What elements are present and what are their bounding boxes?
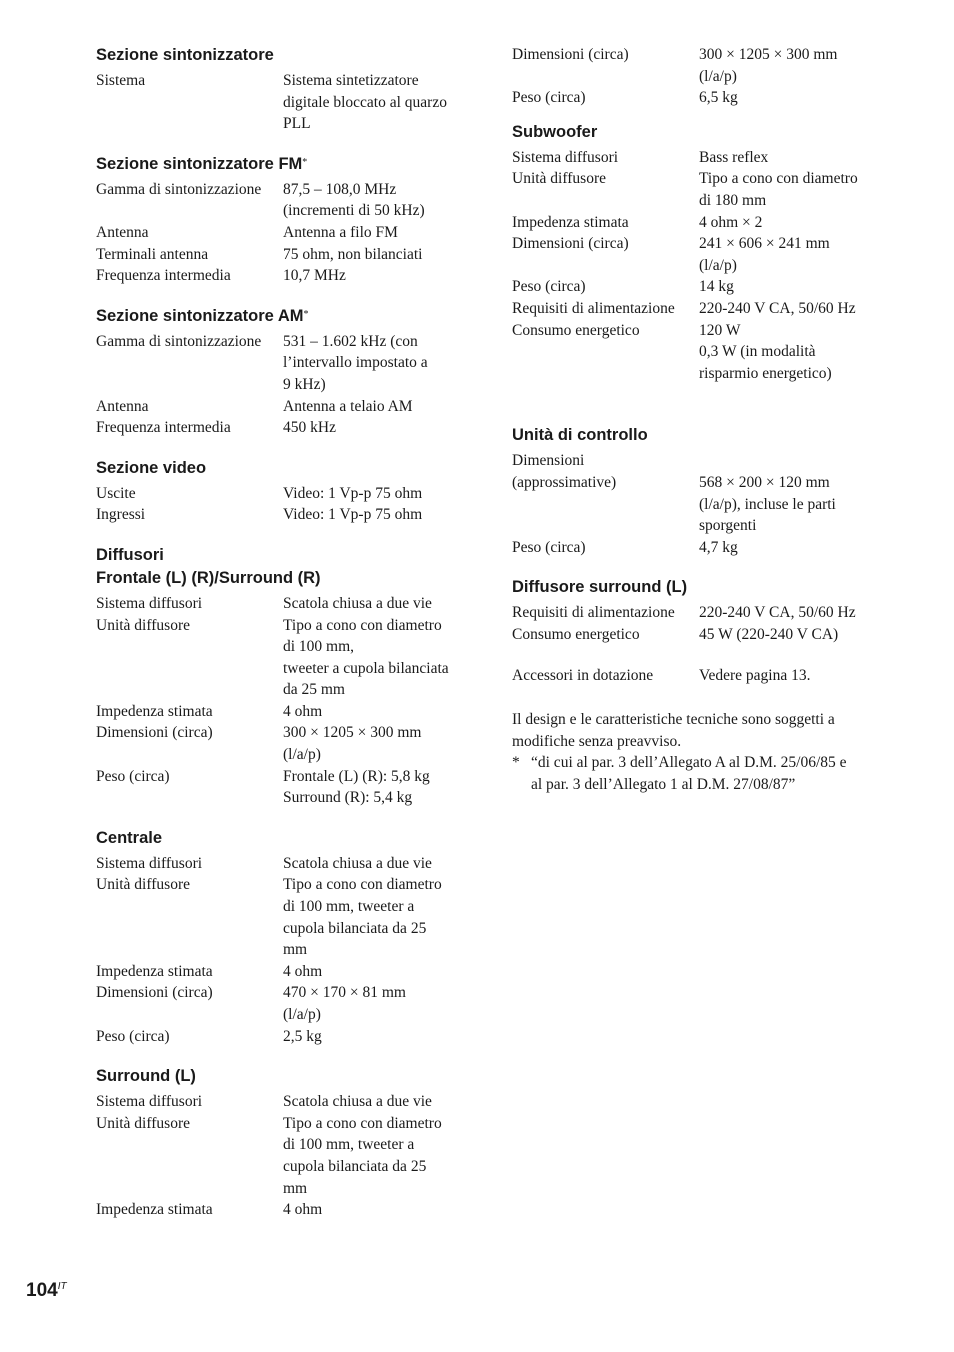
spec-value [283, 1113, 476, 1199]
spec-row [96, 1091, 476, 1113]
spec-label: Uscite [96, 484, 136, 502]
spec-value-line: (l/a/p) [699, 67, 737, 85]
spec-value [283, 265, 476, 287]
spec-label: Sistema diffusori [512, 148, 619, 166]
spec-value-line: 4,7 kg [699, 538, 738, 556]
spec-rows [96, 70, 476, 135]
spec-value-line: Video: 1 Vp-p 75 ohm [283, 484, 423, 502]
spec-value-line: Surround (R): 5,4 kg [283, 789, 413, 807]
spec-value [699, 276, 892, 298]
spec-rows [512, 450, 892, 558]
spec-row [96, 504, 476, 526]
spec-value [283, 396, 476, 418]
spec-value-line: di 100 mm, [283, 638, 355, 656]
spec-row [512, 147, 892, 169]
spec-value-line: (l/a/p) [699, 256, 737, 274]
spec-value-line: 300 × 1205 × 300 mm [699, 46, 838, 63]
spec-value-line: 75 ohm, non bilanciati [283, 245, 423, 263]
section-title [512, 576, 892, 599]
spec-row [96, 982, 476, 1025]
spec-row [512, 450, 892, 472]
section-title-text: Centrale [96, 828, 163, 847]
spec-row [96, 766, 476, 809]
spec-value-line: Frontale (L) (R): 5,8 kg [283, 767, 430, 785]
spec-row [512, 298, 892, 320]
spec-value-line: Scatola chiusa a due vie [283, 1093, 432, 1111]
spec-value-line: digitale bloccato al quarzo [283, 93, 447, 111]
footnote-mark: * [512, 754, 520, 772]
spec-section [96, 44, 476, 135]
spec-value-line: di 100 mm, tweeter a [283, 898, 415, 916]
section-title [512, 121, 892, 144]
spec-row [96, 483, 476, 505]
spec-label: Gamma di sintonizzazione [96, 332, 262, 350]
spec-value [699, 168, 892, 211]
spec-value-line: 568 × 200 × 120 mm [699, 473, 830, 491]
section-title [96, 153, 476, 176]
spec-value [699, 44, 892, 87]
section-title-text: Subwoofer [512, 122, 598, 141]
spec-value-line: 4 ohm × 2 [699, 213, 763, 231]
spec-value [699, 472, 892, 537]
spec-value [283, 853, 476, 875]
spec-label: Unità diffusore [96, 616, 190, 634]
spec-value [283, 222, 476, 244]
spec-value-line: l’intervallo impostato a [283, 354, 428, 372]
spec-row [512, 233, 892, 276]
section-title [96, 457, 476, 480]
spec-value-line: (l/a/p) [283, 1006, 321, 1023]
spec-row [96, 1113, 476, 1199]
spec-value [283, 722, 476, 765]
spec-value [283, 701, 476, 723]
disclaimer-line: modifiche senza preavviso. [512, 732, 682, 750]
spec-label: Ingressi [96, 506, 146, 524]
spec-value-line: di 180 mm [699, 191, 767, 209]
section-title-text: Surround (L) [96, 1067, 196, 1086]
spec-value-line: 220-240 V CA, 50/60 Hz [699, 604, 856, 622]
spec-value-line: 2,5 kg [283, 1027, 322, 1045]
section-title [96, 44, 476, 67]
spec-value-line: 220-240 V CA, 50/60 Hz [699, 299, 856, 317]
spec-row [512, 212, 892, 234]
spec-value-line: Tipo a cono con diametro [283, 876, 442, 894]
spec-row [96, 1026, 476, 1048]
spec-row [96, 961, 476, 983]
spec-value-line: 450 kHz [283, 419, 336, 437]
section-title-text: Unità di controllo [512, 426, 648, 445]
spec-value-line: di 100 mm, tweeter a [283, 1136, 415, 1154]
spec-label: Frequenza intermedia [96, 419, 231, 437]
section-subtitle: Frontale (L) (R)/Surround (R) [96, 568, 321, 587]
spec-label: Dimensioni (circa) [512, 235, 629, 253]
spec-rows [512, 44, 892, 109]
spec-value-line: 14 kg [699, 278, 734, 296]
spec-value [283, 417, 476, 439]
spec-label: Peso (circa) [512, 538, 586, 556]
spec-label: Sistema diffusori [96, 1093, 203, 1111]
spec-row [512, 44, 892, 87]
spec-value-line: Bass reflex [699, 148, 769, 166]
spec-label: Impedenza stimata [96, 962, 213, 980]
spec-value-line: 4 ohm [283, 1201, 323, 1219]
spec-label: Accessori in dotazione [512, 667, 654, 685]
spec-value-line: 300 × 1205 × 300 mm [283, 724, 422, 742]
spec-value-line: sporgenti [699, 517, 757, 535]
spec-value [283, 504, 476, 526]
spec-value-line: mm [283, 941, 308, 959]
spec-label: Impedenza stimata [96, 1201, 213, 1219]
spec-value [699, 624, 892, 646]
spec-label: Dimensioni (circa) [96, 984, 213, 1002]
spec-row [512, 665, 892, 687]
spec-row [96, 874, 476, 960]
spec-value [699, 298, 892, 320]
section-title [96, 827, 476, 850]
spec-row [96, 396, 476, 418]
spec-row [512, 537, 892, 559]
spec-label: Antenna [96, 397, 149, 415]
spec-section [96, 1065, 476, 1221]
spec-value-line: 4 ohm [283, 702, 323, 720]
spec-row [96, 331, 476, 396]
right-column [512, 44, 892, 795]
spec-label: Unità diffusore [96, 1114, 190, 1132]
spec-label: Impedenza stimata [96, 702, 213, 720]
spec-value-line: Scatola chiusa a due vie [283, 854, 432, 872]
spec-rows [512, 147, 892, 385]
front-speaker-continued [512, 44, 892, 109]
spec-label: Dimensioni [512, 452, 585, 470]
spec-row [96, 417, 476, 439]
spec-label: Unità diffusore [512, 170, 606, 188]
spec-section [512, 576, 892, 645]
spec-label: Peso (circa) [96, 767, 170, 785]
spec-value [699, 320, 892, 385]
spec-label: Consumo energetico [512, 625, 640, 643]
spec-label: Dimensioni (circa) [512, 46, 629, 63]
section-title-text: Sezione sintonizzatore [96, 46, 274, 64]
spec-value [283, 982, 476, 1025]
spec-row [96, 701, 476, 723]
spec-value-line: cupola bilanciata da 25 [283, 919, 427, 937]
spec-label: Frequenza intermedia [96, 267, 231, 285]
spec-value [283, 331, 476, 396]
spec-row [96, 615, 476, 701]
spec-value-line: 531 – 1.602 kHz (con [283, 332, 418, 350]
spec-value [699, 233, 892, 276]
page-language: IT [57, 1281, 67, 1292]
spec-value [283, 179, 476, 222]
spec-section [512, 424, 892, 558]
spec-value-line: da 25 mm [283, 681, 345, 699]
section-title-text: Sezione sintonizzatore AM [96, 306, 304, 325]
left-column [96, 44, 476, 1239]
spec-value [283, 1026, 476, 1048]
spec-rows [512, 602, 892, 645]
spec-value-line: (l/a/p) [283, 746, 321, 764]
section-title-text: Sezione video [96, 458, 207, 477]
spec-row [96, 244, 476, 266]
spec-row [96, 1199, 476, 1221]
spec-row [512, 276, 892, 298]
spec-value-line: 4 ohm [283, 962, 323, 980]
spec-row [512, 472, 892, 537]
spec-value-line: 241 × 606 × 241 mm [699, 235, 830, 253]
page-number [26, 1280, 67, 1302]
spec-row [96, 593, 476, 615]
spec-value [283, 1091, 476, 1113]
spec-row [96, 722, 476, 765]
spec-value [283, 874, 476, 960]
spec-value-line: 470 × 170 × 81 mm [283, 984, 406, 1002]
spec-value-line: Tipo a cono con diametro [283, 616, 442, 634]
spec-rows [96, 1091, 476, 1221]
spec-value-line: (l/a/p), incluse le parti [699, 495, 836, 513]
spec-label: Requisiti di alimentazione [512, 604, 675, 622]
spec-value [283, 70, 476, 135]
section-title [96, 305, 476, 328]
footnote-ref: * [303, 308, 309, 320]
spec-value [283, 615, 476, 701]
spec-value-line: 0,3 W (in modalità [699, 343, 816, 361]
spec-rows [96, 179, 476, 287]
spec-value-line: cupola bilanciata da 25 [283, 1157, 427, 1175]
spec-value-line: Antenna a telaio AM [283, 397, 413, 415]
spec-value [283, 1199, 476, 1221]
spec-value-line: Antenna a filo FM [283, 223, 398, 241]
section-title [96, 544, 476, 567]
spec-value-line: Video: 1 Vp-p 75 ohm [283, 506, 423, 524]
footnote-line: al par. 3 dell’Allegato 1 al D.M. 27/08/87” [531, 775, 796, 793]
spec-value-line: 10,7 MHz [283, 267, 346, 285]
spec-section [96, 153, 476, 287]
spec-value-line: Tipo a cono con diametro [699, 170, 858, 188]
spec-row [96, 853, 476, 875]
spec-section [96, 827, 476, 1047]
spec-row [96, 70, 476, 135]
spec-value-line: Scatola chiusa a due vie [283, 594, 432, 612]
spec-value-line: mm [283, 1179, 308, 1197]
section-title-text: Diffusore surround (L) [512, 578, 688, 597]
spec-section [96, 544, 476, 809]
spec-value-line: 6,5 kg [699, 89, 738, 107]
spec-value [699, 450, 892, 472]
spec-label: Peso (circa) [96, 1027, 170, 1045]
spec-value [699, 537, 892, 559]
spec-rows [96, 483, 476, 526]
spec-label: Consumo energetico [512, 321, 640, 339]
accessories-row [512, 665, 892, 687]
page-number-value: 104 [26, 1280, 58, 1301]
spec-value-line: Tipo a cono con diametro [283, 1114, 442, 1132]
spec-value [283, 593, 476, 615]
section-title [512, 424, 892, 447]
footnote [512, 752, 892, 795]
spec-label: Requisiti di alimentazione [512, 299, 675, 317]
spec-row [512, 87, 892, 109]
spec-value: Vedere pagina 13. [699, 667, 811, 685]
spec-row [512, 624, 892, 646]
disclaimer [512, 709, 892, 752]
spec-row [96, 265, 476, 287]
spec-row [512, 168, 892, 211]
spec-label: Sistema [96, 72, 146, 89]
disclaimer-line: Il design e le caratteristiche tecniche sono soggetti a [512, 711, 835, 729]
spec-label: Gamma di sintonizzazione [96, 180, 262, 198]
spec-value [283, 766, 476, 809]
spec-section [512, 121, 892, 385]
spec-section [96, 457, 476, 526]
spec-value-line: (incrementi di 50 kHz) [283, 202, 425, 220]
spec-rows [96, 853, 476, 1047]
spec-value [283, 483, 476, 505]
spec-row [96, 222, 476, 244]
section-title [96, 1065, 476, 1088]
spec-label: Peso (circa) [512, 89, 586, 107]
spec-value [699, 147, 892, 169]
right-sections [512, 121, 892, 646]
spec-value [699, 602, 892, 624]
spec-label: Sistema diffusori [96, 594, 203, 612]
spec-label: Antenna [96, 223, 149, 241]
spec-value-line: 120 W [699, 321, 741, 339]
spec-label: Unità diffusore [96, 876, 190, 894]
spec-row [512, 602, 892, 624]
spec-label: (approssimative) [512, 473, 617, 491]
spec-value-line: 45 W (220-240 V CA) [699, 625, 839, 643]
spec-row [96, 179, 476, 222]
spec-label: Dimensioni (circa) [96, 724, 213, 742]
spec-label: Sistema diffusori [96, 854, 203, 872]
spec-rows [96, 593, 476, 809]
footnote-line: “di cui al par. 3 dell’Allegato A al D.M. 25/06/85 e [531, 754, 847, 772]
spec-value [283, 244, 476, 266]
spec-value [699, 212, 892, 234]
spec-rows [96, 331, 476, 439]
footnote-ref: * [302, 156, 308, 168]
spec-value [699, 87, 892, 109]
spec-value-line [699, 450, 892, 472]
spec-row [512, 320, 892, 385]
spec-value-line: risparmio energetico) [699, 364, 832, 382]
spec-section [96, 305, 476, 439]
spec-label: Impedenza stimata [512, 213, 629, 231]
spec-value-line: 87,5 – 108,0 MHz [283, 180, 397, 198]
spec-value-line: PLL [283, 115, 311, 133]
spec-value-line: Sistema sintetizzatore [283, 72, 419, 89]
section-title-text: Sezione sintonizzatore FM [96, 154, 303, 173]
spec-label: Terminali antenna [96, 245, 209, 263]
spec-value [283, 961, 476, 983]
spec-value-line: tweeter a cupola bilanciata [283, 659, 449, 677]
section-title-text: Diffusori [96, 545, 164, 564]
spec-label: Peso (circa) [512, 278, 586, 296]
spec-value-line: 9 kHz) [283, 375, 326, 393]
